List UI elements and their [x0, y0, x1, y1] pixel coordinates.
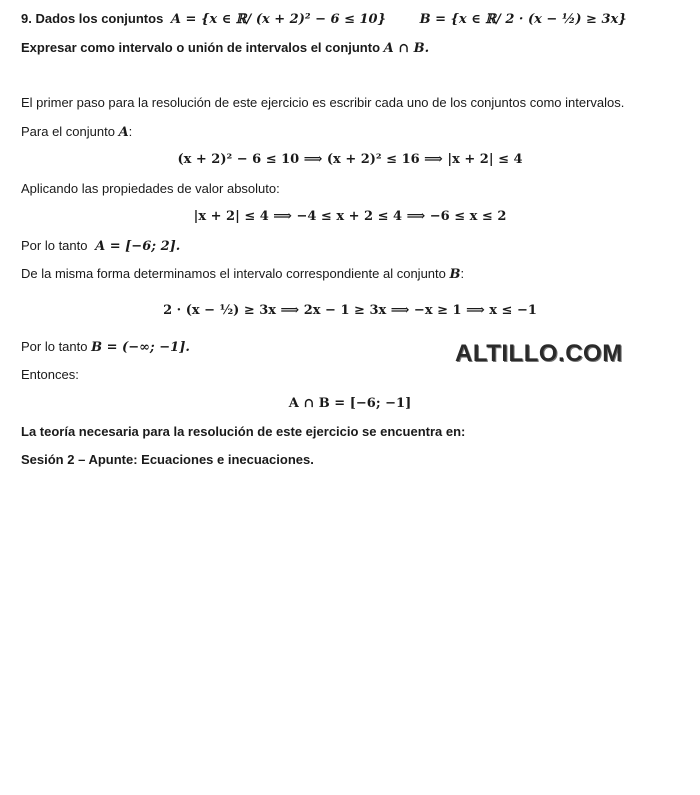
result-a-prefix: Por lo tanto	[21, 238, 88, 253]
result-a: A = [−6; 2].	[95, 239, 181, 254]
theory-text: La teoría necesaria para la resolución de este ejercicio se encuentra en:	[21, 424, 466, 439]
task-set: A ∩ B.	[383, 41, 430, 56]
equation-1: (x + 2)² − 6 ≤ 10 ⟹ (x + 2)² ≤ 16 ⟹ |x + 2| ≤ 4	[177, 152, 523, 167]
set-b-colon: :	[460, 266, 465, 281]
set-a-line	[21, 124, 132, 140]
set-a-name: A	[118, 125, 129, 140]
then-text: Entonces:	[21, 367, 79, 382]
result-b-line	[21, 339, 190, 355]
final-result: A ∩ B = [−6; −1]	[288, 396, 412, 411]
result-a-line	[21, 238, 180, 254]
result-b-prefix: Por lo tanto	[21, 339, 88, 354]
result-b: B = (−∞; −1].	[91, 340, 190, 355]
intro-text: El primer paso para la resolución de este ejercicio es escribir cada uno de los conjuntos como intervalos.	[21, 95, 625, 110]
equation-2: |x + 2| ≤ 4 ⟹ −4 ≤ x + 2 ≤ 4 ⟹ −6 ≤ x ≤ 2	[193, 209, 507, 224]
set-a-prefix: Para el conjunto	[21, 124, 115, 139]
set-a-colon: :	[128, 124, 133, 139]
altillo-watermark: ALTILLO.COM	[455, 340, 623, 367]
equation-3: 2 · (x − ½) ≥ 3x ⟹ 2x − 1 ≥ 3x ⟹ −x ≥ 1 ⟹ x ≤ −1	[163, 303, 537, 318]
set-b-line	[21, 266, 464, 282]
abs-value-text: Aplicando las propiedades de valor absoluto:	[21, 181, 280, 196]
problem-statement	[21, 11, 627, 27]
problem-number: 9. Dados los conjuntos	[21, 11, 164, 26]
task-text: Expresar como intervalo o unión de intervalos el conjunto	[21, 40, 381, 55]
set-b-name: B	[449, 267, 461, 282]
task-statement	[21, 40, 429, 56]
set-a-definition: A = {x ∈ ℝ/ (x + 2)² − 6 ≤ 10}	[170, 12, 386, 27]
set-b-text: De la misma forma determinamos el intervalo correspondiente al conjunto	[21, 266, 446, 281]
set-b-definition: B = {x ∈ ℝ/ 2 · (x − ½) ≥ 3x}	[419, 12, 627, 27]
session-reference: Sesión 2 – Apunte: Ecuaciones e inecuaciones.	[21, 452, 314, 467]
